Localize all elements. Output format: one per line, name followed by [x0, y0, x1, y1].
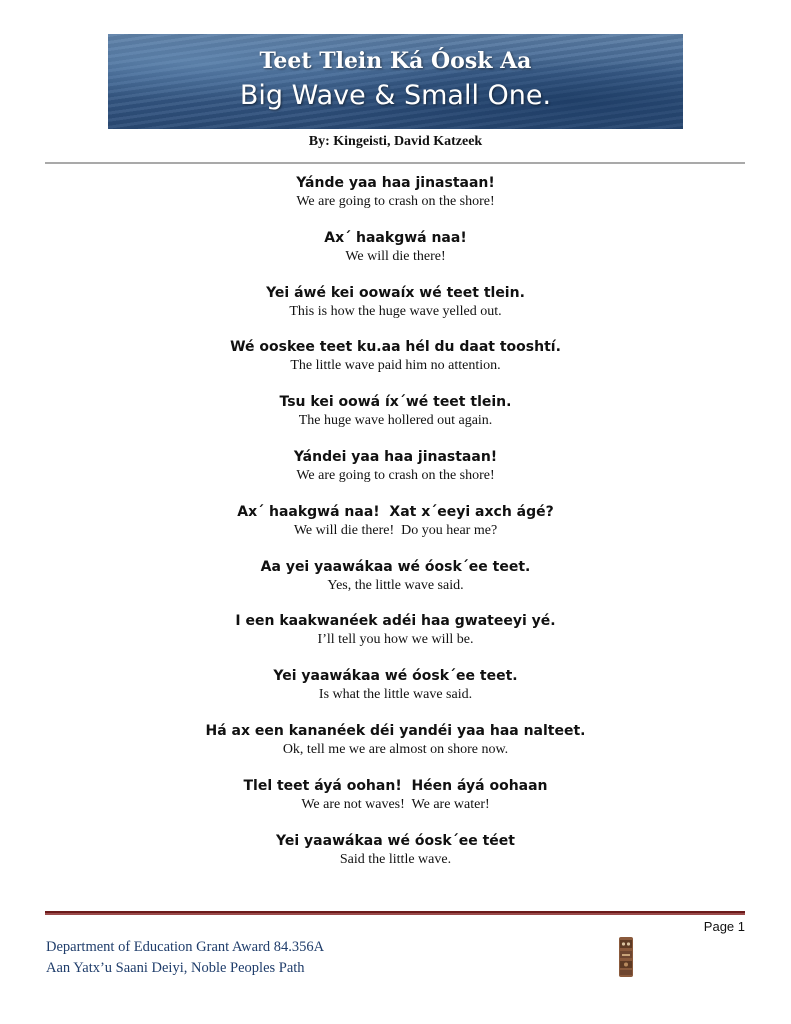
english-line: This is how the huge wave yelled out.: [289, 303, 502, 319]
program-name-line: Aan Yatx’u Saani Deiyi, Noble Peoples Path: [46, 960, 305, 976]
english-line: I’ll tell you how we will be.: [317, 632, 474, 648]
english-line: We will die there!: [345, 248, 446, 264]
tlingit-line: Yándei yaa haa jinastaan!: [293, 448, 498, 465]
stanza: [0, 283, 791, 338]
english-line: We will die there! Do you hear me?: [293, 522, 498, 538]
tlingit-line: Ax´ haakgwá naa!: [324, 229, 467, 246]
tlingit-line: Aa yei yaawákaa wé óosk´ee teet.: [260, 558, 531, 575]
footer-divider: [45, 911, 745, 915]
header-divider: [45, 162, 745, 164]
tlingit-line: Ax´ haakgwá naa! Xat x´eeyi axch ágé?: [237, 503, 554, 520]
english-line: Yes, the little wave said.: [327, 577, 464, 593]
grant-award-line: Department of Education Grant Award 84.356A: [46, 939, 325, 955]
title-banner: [108, 34, 683, 129]
stanza: [0, 447, 791, 502]
stanza: [0, 337, 791, 392]
page-subtitle: Big Wave & Small One.: [239, 80, 552, 111]
stanza: [0, 721, 791, 776]
poem: [0, 173, 791, 885]
stanza: [0, 392, 791, 447]
tlingit-line: Yei áwé kei oowaíx wé teet tlein.: [266, 284, 525, 301]
tlingit-line: I een kaakwanéek adéi haa gwateeyi yé.: [235, 613, 556, 630]
tlingit-line: Tlel teet áyá oohan! Héen áyá oohaan: [243, 777, 548, 794]
page-title: Teet Tlein Ká Óosk Aa: [259, 48, 532, 74]
tlingit-line: Wé ooskee teet ku.aa hél du daat tooshtí.: [230, 339, 561, 356]
english-line: We are not waves! We are water!: [301, 796, 490, 812]
tlingit-line: Há ax een kananéek déi yandéi yaa haa nalteet.: [205, 722, 586, 739]
stanza: [0, 776, 791, 831]
stanza: [0, 666, 791, 721]
english-line: We are going to crash on the shore!: [296, 194, 495, 209]
stanza: [0, 173, 791, 228]
author-line: By: Kingeisti, David Katzeek: [308, 134, 483, 149]
english-line: The little wave paid him no attention.: [290, 358, 501, 374]
english-line: The huge wave hollered out again.: [298, 413, 493, 429]
stanza: [0, 557, 791, 612]
stanza: [0, 228, 791, 283]
stanza: [0, 831, 791, 886]
english-line: Said the little wave.: [339, 851, 452, 867]
totem-pole-icon: [617, 937, 635, 977]
english-line: We are going to crash on the shore!: [296, 467, 495, 483]
stanza: [0, 611, 791, 666]
tlingit-line: Yei yaawákaa wé óosk´ee téet: [276, 832, 515, 849]
tlingit-line: Yánde yaa haa jinastaan!: [296, 175, 495, 191]
stanza: [0, 502, 791, 557]
english-line: Is what the little wave said.: [318, 687, 473, 703]
english-line: Ok, tell me we are almost on shore now.: [282, 741, 509, 757]
tlingit-line: Yei yaawákaa wé óosk´ee teet.: [273, 668, 518, 685]
tlingit-line: Tsu kei oowá íx´wé teet tlein.: [279, 394, 512, 411]
page-number: Page 1: [703, 919, 745, 934]
